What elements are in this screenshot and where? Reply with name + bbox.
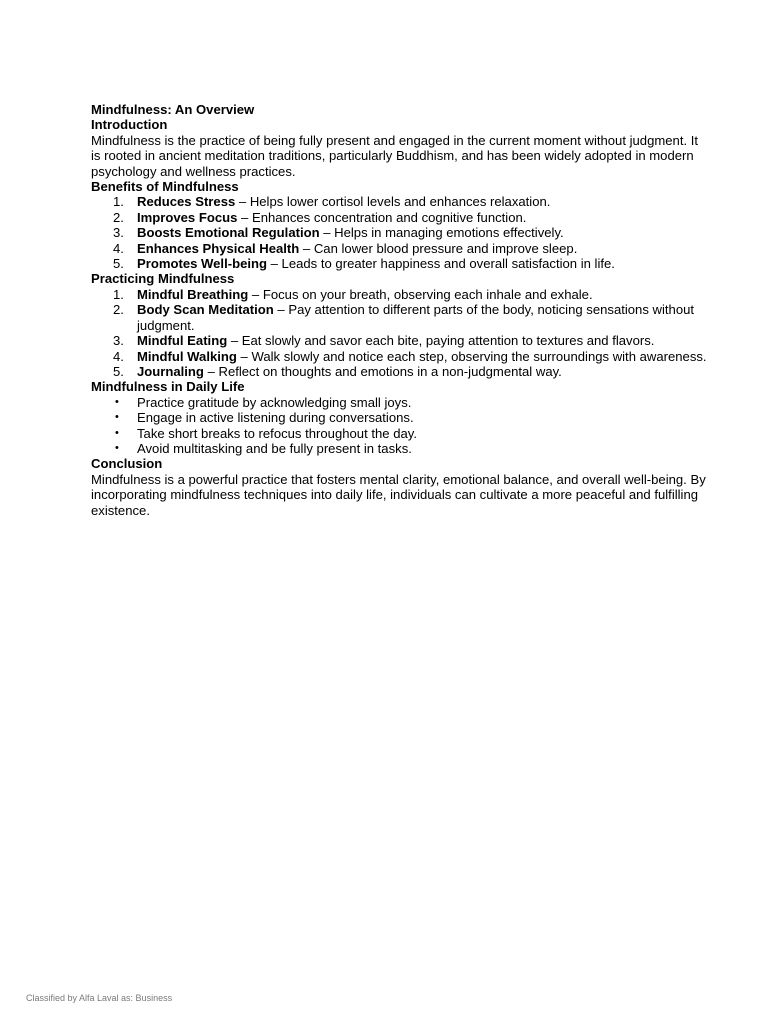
- list-item-text: – Reflect on thoughts and emotions in a non-judgmental way.: [203, 363, 562, 379]
- list-item-title: Mindful Walking: [137, 348, 237, 364]
- practicing-heading: Practicing Mindfulness: [91, 271, 235, 287]
- list-number: 3.: [113, 333, 124, 349]
- bullet-icon: •: [115, 411, 119, 424]
- list-item-text: – Helps lower cortisol levels and enhances relaxation.: [235, 194, 551, 210]
- list-item-text: Take short breaks to refocus throughout the day.: [137, 425, 417, 441]
- bullet-icon: •: [115, 395, 119, 408]
- list-item-title: Boosts Emotional Regulation: [137, 225, 320, 241]
- document-body: [91, 102, 711, 518]
- list-item: [91, 194, 711, 209]
- list-item: [91, 364, 711, 379]
- practices-list: [91, 287, 711, 379]
- list-number: 1.: [113, 194, 124, 210]
- list-item: [91, 256, 711, 271]
- list-item-title: Reduces Stress: [137, 194, 236, 210]
- list-item: [91, 349, 711, 364]
- list-item-title: Promotes Well-being: [137, 256, 267, 272]
- list-number: 4.: [113, 348, 124, 364]
- list-number: 2.: [113, 209, 124, 225]
- list-item-text: – Eat slowly and savor each bite, paying attention to textures and flavors.: [227, 333, 655, 349]
- list-item-title: Mindful Breathing: [137, 286, 249, 302]
- list-item-text: – Can lower blood pressure and improve sleep.: [299, 240, 578, 256]
- list-item: [91, 210, 711, 225]
- conclusion-heading: Conclusion: [91, 456, 163, 472]
- document-title: Mindfulness: An Overview: [91, 102, 255, 117]
- list-item: [91, 287, 711, 302]
- list-item-text: – Focus on your breath, observing each inhale and exhale.: [248, 286, 593, 302]
- bullet-icon: •: [115, 441, 119, 454]
- list-item-text: – Pay attention to different parts of the body, noticing sensations without judgment.: [137, 302, 695, 333]
- list-item: [91, 225, 711, 240]
- list-item: [91, 302, 711, 333]
- intro-heading: Introduction: [91, 117, 168, 133]
- list-number: 3.: [113, 225, 124, 241]
- list-item-title: Enhances Physical Health: [137, 240, 300, 256]
- list-number: 5.: [113, 256, 124, 272]
- list-item-text: Avoid multitasking and be fully present in tasks.: [137, 440, 412, 456]
- list-item-title: Body Scan Meditation: [137, 302, 274, 318]
- list-item-title: Journaling: [137, 363, 204, 379]
- list-number: 2.: [113, 302, 124, 318]
- conclusion-paragraph: Mindfulness is a powerful practice that fosters mental clarity, emotional balance, and overall well-being. By incorporating mindfulness techniques into daily life, individuals can cultivate a more peaceful and fulfilling existence.: [91, 471, 706, 518]
- classification-footer: Classified by Alfa Laval as: Business: [26, 993, 173, 1003]
- intro-paragraph: Mindfulness is the practice of being fully present and engaged in the current moment without judgment. It is rooted in ancient meditation traditions, particularly Buddhism, and has been widely adopted in modern psychology and wellness practices.: [91, 132, 699, 179]
- list-number: 4.: [113, 240, 124, 256]
- list-item: [91, 241, 711, 256]
- benefits-heading: Benefits of Mindfulness: [91, 179, 239, 195]
- list-item-text: Engage in active listening during conversations.: [137, 410, 414, 426]
- list-item: [91, 410, 711, 425]
- list-item-text: – Enhances concentration and cognitive function.: [237, 209, 527, 225]
- list-item-title: Improves Focus: [137, 209, 238, 225]
- list-number: 5.: [113, 363, 124, 379]
- benefits-list: [91, 194, 711, 271]
- list-item-text: – Helps in managing emotions effectively.: [319, 225, 564, 241]
- list-item-text: Practice gratitude by acknowledging small joys.: [137, 394, 412, 410]
- list-item-text: – Walk slowly and notice each step, observing the surroundings with awareness.: [236, 348, 707, 364]
- list-item: [91, 441, 711, 456]
- list-item: [91, 426, 711, 441]
- list-item-title: Mindful Eating: [137, 333, 228, 349]
- bullet-icon: •: [115, 426, 119, 439]
- daily-life-list: [91, 395, 711, 457]
- list-item: [91, 333, 711, 348]
- daily-life-heading: Mindfulness in Daily Life: [91, 379, 245, 395]
- list-item-text: – Leads to greater happiness and overall satisfaction in life.: [267, 256, 615, 272]
- list-number: 1.: [113, 286, 124, 302]
- list-item: [91, 395, 711, 410]
